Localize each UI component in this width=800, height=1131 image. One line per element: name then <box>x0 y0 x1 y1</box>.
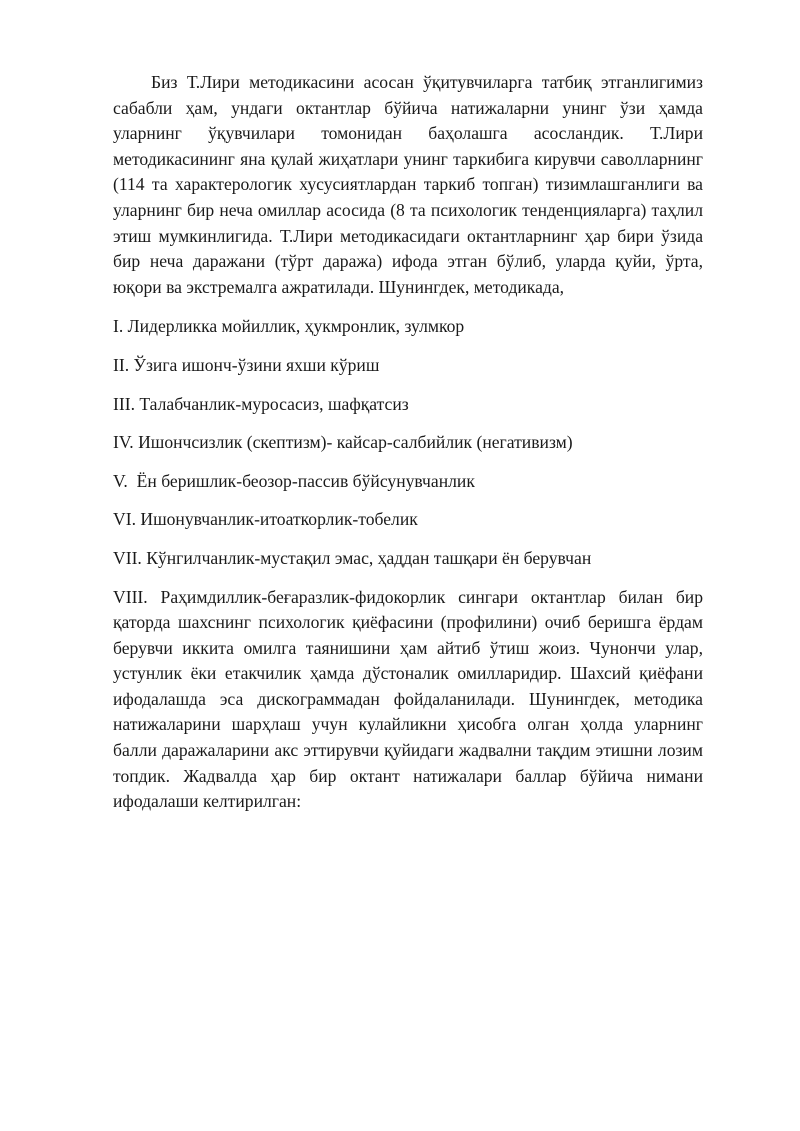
octant-item-2: II. Ўзига ишонч-ўзини яхши кўриш <box>113 354 380 375</box>
intro-paragraph: Биз Т.Лири методикасини асосан ўқитувчиларга татбиқ этганлигимиз сабабли ҳам, ундаги октантлар бўйича натижаларни унинг ўзи ҳамда уларнинг ўқувчилари томонидан баҳолашга асосландик. Т.Лири методикасининг яна қулай жиҳатлари унинг таркибига кирувчи саволларнинг (114 та характерологик хусусиятлардан таркиб топган) тизимлашганлиги ва уларнинг бир неча омиллар асосида (8 та психологик тенденцияларга) таҳлил этиш мумкинлигида. Т.Лири методикасидаги октантларнинг ҳар бири ўзида бир неча даражани (тўрт даража) ифода этган бўлиб, уларда қуйи, ўрта, юқори ва экстремалга ажратилади. Шунингдек, методикада, <box>113 72 703 297</box>
octant-item-8: VIII. Раҳимдиллик-беғаразлик-фидокорлик сингари октантлар билан бир қаторда шахснинг психологик қиёфасини (профилини) очиб беришга ёрдам берувчи иккита омилга таянишини ҳам айтиб ўтиш жоиз. Чунончи улар, устунлик ёки етакчилик ҳамда дўстоналик омилларидир. Шахсий қиёфани ифодалашда эса дискограммадан фойдаланилади. Шунингдек, методика натижаларини шарҳлаш учун кулайликни ҳисобга олган ҳолда уларнинг балли даражаларини акс эттирувчи қуйидаги жадвални тақдим этишни лозим топдик. Жадвалда ҳар бир октант натижалари баллар бўйича нимани ифодалаши келтирилган: <box>113 586 703 812</box>
octant-item-1: I. Лидерликка мойиллик, ҳукмронлик, зулмкор <box>113 316 465 337</box>
octant-item-7: VII. Кўнгилчанлик-мустақил эмас, ҳаддан ташқари ён берувчан <box>113 547 592 568</box>
octant-list <box>113 300 703 815</box>
octant-item-6: VI. Ишонувчанлик-итоаткорлик-тобелик <box>113 509 418 530</box>
octant-item-4: IV. Ишончсизлик (скептизм)- кайсар-салбийлик (негативизм) <box>113 432 573 453</box>
document-page <box>113 70 703 815</box>
octant-item-5: V. Ён беришлик-беозор-пассив бўйсунувчанлик <box>113 470 475 491</box>
octant-item-3: III. Талабчанлик-муросасиз, шафқатсиз <box>113 393 409 414</box>
